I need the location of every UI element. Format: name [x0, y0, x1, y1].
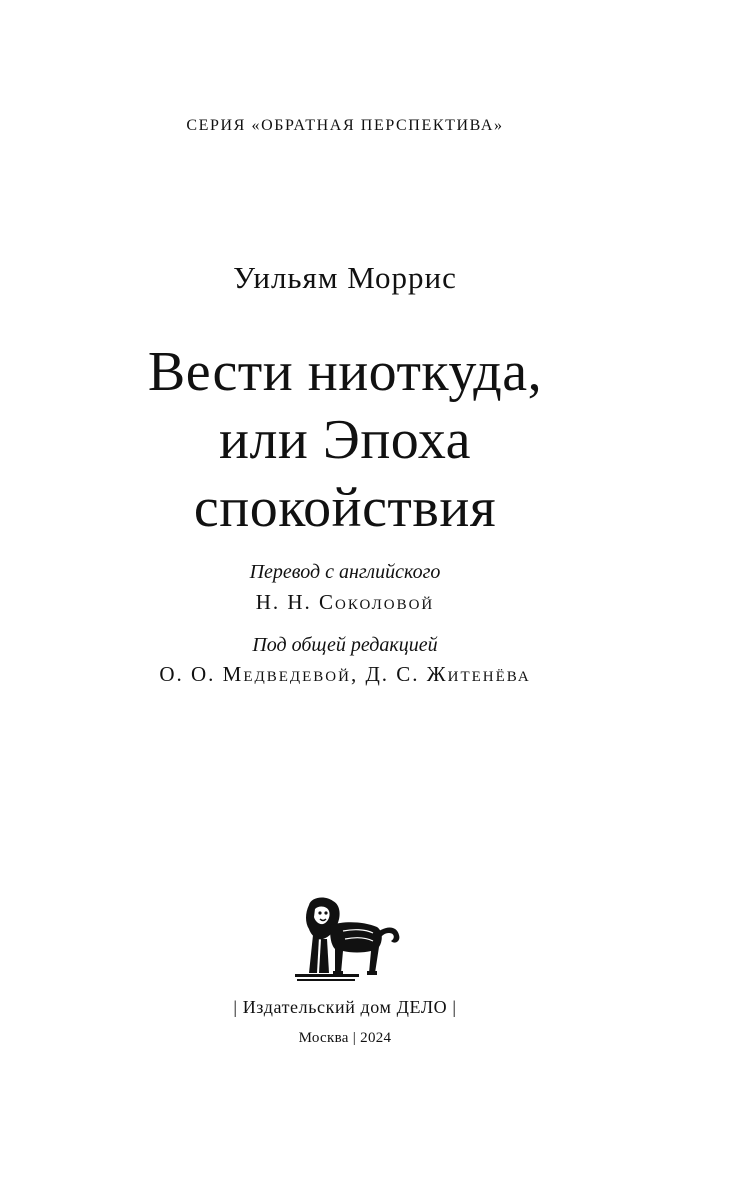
translator-name: Н. Н. Соколовой [255, 590, 435, 614]
imprint-place-year: Москва | 2024 [298, 1030, 392, 1046]
book-title-line-3: спокойствия [193, 477, 497, 539]
publisher-name: | Издательский дом ДЕЛО | [233, 997, 457, 1017]
book-title-line-1: Вести ниоткуда, [147, 341, 543, 403]
book-title [0, 338, 690, 542]
series-title: СЕРИЯ «ОБРАТНАЯ ПЕРСПЕКТИВА» [186, 117, 504, 134]
author-name: Уильям Моррис [233, 260, 457, 295]
translation-label: Перевод с английского [249, 561, 441, 583]
editing-label: Под общей редакцией [252, 634, 438, 656]
lion-icon [293, 895, 408, 987]
editor-names: О. О. Медведевой, Д. С. Житенёва [159, 662, 531, 686]
book-title-line-2: или Эпоха [218, 409, 472, 471]
